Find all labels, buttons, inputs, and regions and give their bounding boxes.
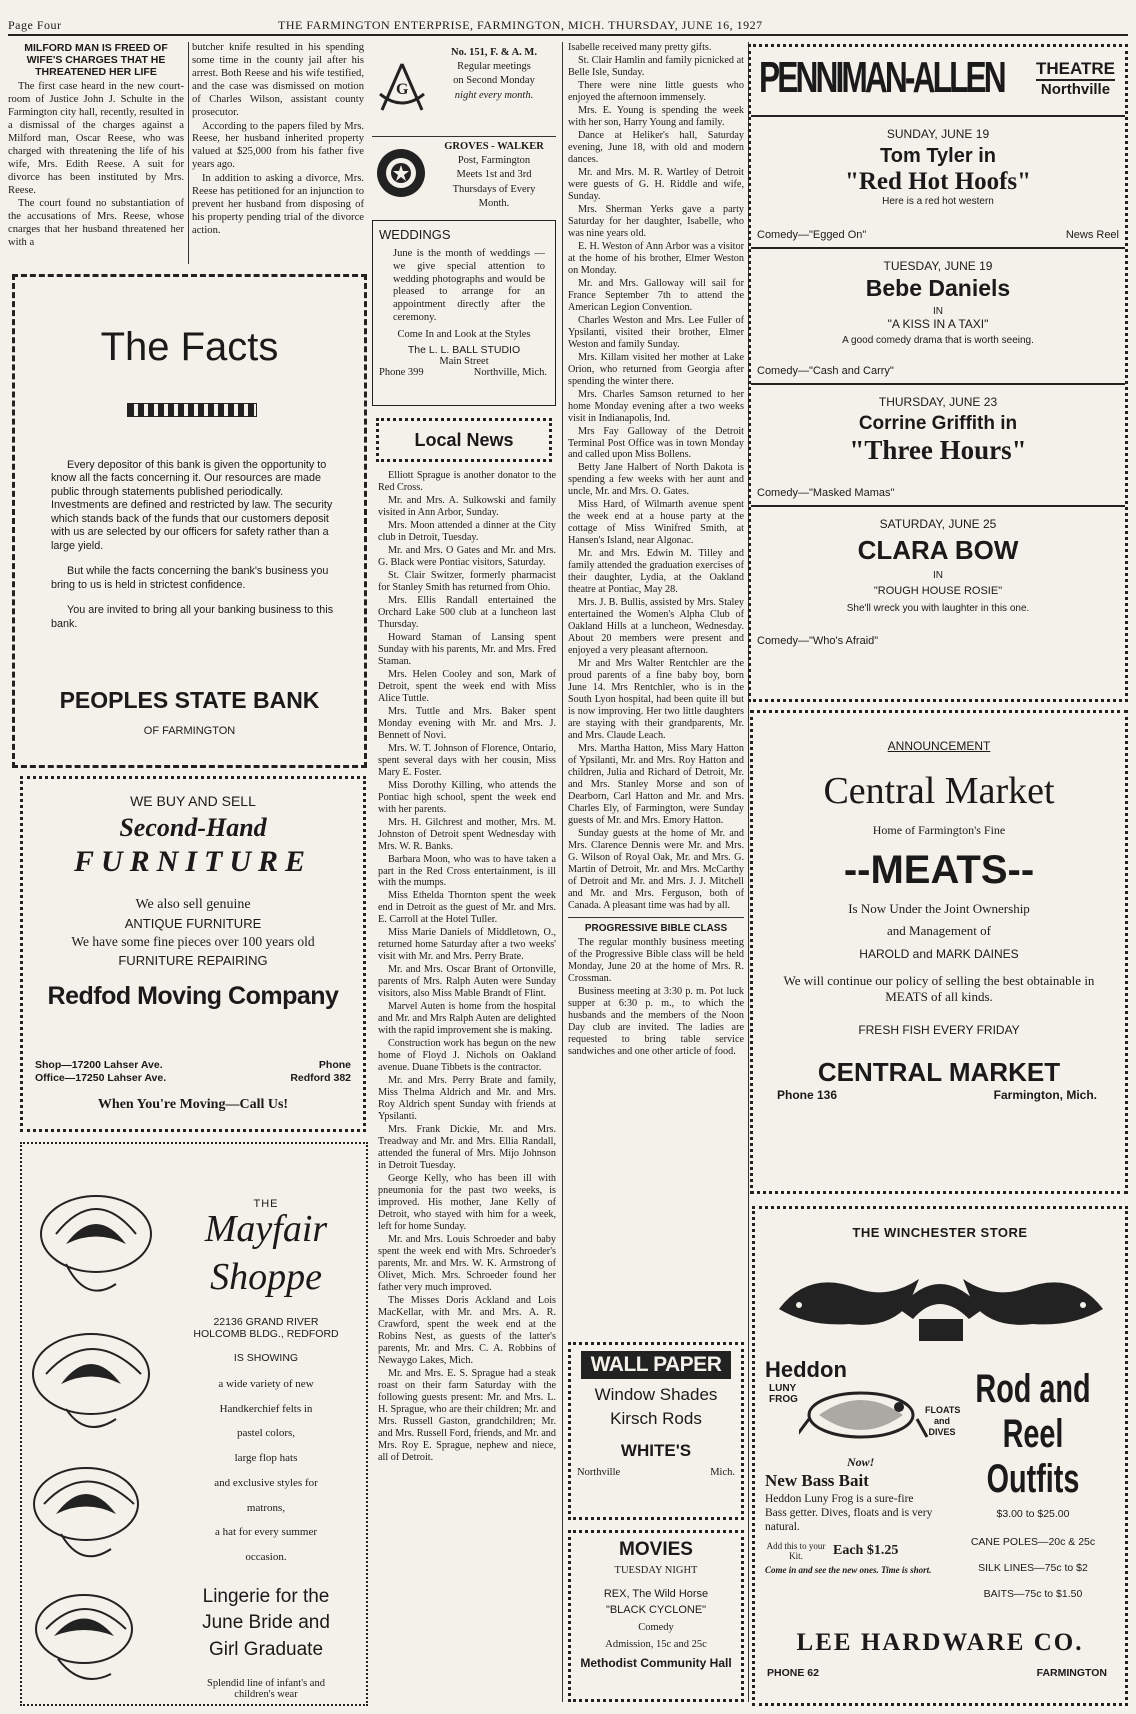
bank-sub: OF FARMINGTON: [143, 725, 236, 737]
milford-article-col2: [192, 42, 364, 239]
furniture-l1: WE BUY AND SELL: [130, 793, 256, 809]
bank-p1: Every depositor of this bank is given the opportunity to know all the facts concerning it. Our resources are made public through statements published periodically. Investments are defined and restricted by law. The security which stands back of the funds that our customers deposit with us are selected by our officers for safety rather than a large yield.: [51, 459, 333, 552]
local-news-item: Construction work has begun on the new home of Floyd J. Nichols on Oakland avenue. Duane Tibbets is the contractor.: [378, 1038, 556, 1074]
legion-emblem-icon: [374, 146, 428, 200]
social-column: [568, 42, 744, 1059]
bass-bait-desc: Heddon Luny Frog is a sure-fire Bass getter. Dives, floats and is very natural.: [765, 1493, 933, 1533]
local-news-item: Marvel Auten is home from the hospital and Mr. and Mrs Ralph Auten are delighted with the rapid improvement she is making.: [378, 1001, 556, 1037]
movies-l4: Admission, 15c and 25c: [605, 1639, 707, 1650]
market-home: Home of Farmington's Fine: [872, 823, 1006, 837]
social-item: Sunday guests at the home of Mr. and Mrs. Clarence Dennis were Mr. and Mrs. G. Wilson of Royal Oak, Mr. and Mrs. G. Martin of Detroit, Mr. and Mrs. McCarthy of Detroit and Mr. and Mrs. J. J. Mitchell and Mr. and Mrs. Ferguson, both of Canada. A pleasant time was had by all.: [568, 828, 744, 911]
movies-ad: [568, 1530, 744, 1702]
weddings-phone: Phone 399: [379, 366, 424, 378]
wallpaper-title: WALL PAPER: [581, 1351, 731, 1379]
frog-lure-icon: [799, 1375, 929, 1455]
ornament-bar: [127, 403, 257, 417]
hat-illustrations: [26, 1174, 176, 1694]
theatre-label: THEATRE: [1036, 59, 1115, 81]
local-news-item: Mr. and Mrs. Louis Schroeder and baby spent the week end with Mrs. Schroeder's parents, Mr. and Mrs. W. K. Armstrong of Olivet, Mich. Mrs. Schroeder found her father very much improved.: [378, 1234, 556, 1293]
market-announce: ANNOUNCEMENT: [887, 739, 991, 753]
masonic-notice: [372, 42, 556, 134]
rod-price: $3.00 to $25.00: [996, 1508, 1070, 1520]
furniture-phone-label: Phone: [318, 1059, 351, 1071]
local-news-item: Elliott Sprague is another donator to the Red Cross.: [378, 470, 556, 493]
market-l1: Is Now Under the Joint Ownership: [848, 901, 1030, 916]
film-date: SATURDAY, JUNE 25: [879, 517, 997, 531]
local-news-title: Local News: [414, 430, 514, 450]
film-comedy: Comedy—"Who's Afraid": [757, 635, 879, 647]
movies-title: MOVIES: [619, 1539, 693, 1560]
weddings-street: Main Street: [439, 355, 489, 367]
legion-notice: [372, 140, 556, 216]
local-news-item: Mrs. Frank Dickie, Mr. and Mrs. Treadway and Mr. and Mrs. Ellia Randall, attended the funeral of Mrs. Mijo Johnson in Detroit Tuesday.: [378, 1124, 556, 1172]
mayfair-ad: [20, 1142, 368, 1706]
mayfair-line: a wide variety of new: [218, 1377, 314, 1390]
film-listing: [751, 507, 1125, 657]
market-phone: Phone 136: [777, 1088, 838, 1102]
now-label: Now!: [847, 1455, 875, 1469]
market-name2: CENTRAL MARKET: [817, 1057, 1061, 1087]
weddings-ad: [372, 220, 556, 406]
lodge2-l2: Post, Farmington: [457, 155, 531, 167]
wallpaper-l1: Window Shades: [594, 1385, 718, 1404]
heddon-logo: Heddon: [765, 1357, 847, 1382]
furniture-l5: ANTIQUE FURNITURE: [124, 916, 262, 931]
bank-title: The Facts: [100, 325, 279, 369]
social-item: Mr. and Mrs. M. R. Wartley of Detroit were guests of G. H. Riddle and wife, Sunday.: [568, 166, 744, 202]
film-note: Here is a red hot western: [882, 196, 994, 207]
milford-p5: In addition to asking a divorce, Mrs. Reese has petitioned for an injunction to prevent her husband from disposing of his property pending trial of the divorce action.: [192, 173, 364, 236]
film-star: CLARA BOW: [857, 535, 1019, 565]
wallpaper-ad: [568, 1342, 744, 1520]
social-item: Mr. and Mrs. Galloway will sail for France September 7th to attend the American Legion Convention.: [568, 277, 744, 313]
social-item: Dance at Heliker's hall, Saturday evening, June 18, with old and modern dances.: [568, 129, 744, 165]
social-item: Mrs Fay Galloway of the Detroit Terminal Post Office was in town Monday and called upon Miss Bollens.: [568, 425, 744, 461]
bass-bait-title: New Bass Bait: [765, 1471, 869, 1490]
film-title: "Red Hot Hoofs": [844, 168, 1032, 195]
market-fish: FRESH FISH EVERY FRIDAY: [858, 1023, 1020, 1037]
mayfair-name2: Shoppe: [210, 1255, 322, 1298]
wallpaper-town: Northville: [577, 1467, 621, 1478]
film-listing: [751, 249, 1125, 385]
winchester-title: THE WINCHESTER STORE: [852, 1225, 1028, 1240]
film-extra: News Reel: [1065, 229, 1119, 241]
local-news-item: Mr. and Mrs. O Gates and Mr. and Mrs. G. Black were Pontiac visitors, Saturday.: [378, 544, 556, 568]
film-listing: [751, 117, 1125, 249]
local-news-item: Mr. and Mrs. Oscar Brant of Ortonville, parents of Mrs. Ralph Auten were Sunday visitors, also Miss Mable Brandt of Flint.: [378, 964, 556, 1000]
social-item: St. Clair Hamlin and family picnicked at Belle Isle, Sunday.: [568, 54, 744, 78]
film-comedy: Comedy—"Egged On": [757, 229, 867, 241]
lodge2-l3: Meets 1st and 3rd: [456, 169, 532, 181]
lee-phone: PHONE 62: [767, 1667, 819, 1679]
film-note: She'll wreck you with laughter in this one.: [846, 603, 1030, 614]
lee-city: FARMINGTON: [1036, 1667, 1107, 1679]
reel-label: Reel Outfits: [986, 1412, 1080, 1501]
milford-headline: MILFORD MAN IS FREED OF WIFE'S CHARGES THAT HE THREATENED HER LIFE: [24, 42, 168, 79]
mayfair-ling1: Lingerie for the: [202, 1585, 330, 1607]
social-item: Mrs. Sherman Yerks gave a party Saturday for her daughter, Isabelle, who was nine years old.: [568, 203, 744, 239]
weddings-come: Come In and Look at the Styles: [397, 328, 531, 340]
theatre-town: Northville: [1040, 81, 1111, 98]
weddings-studio: The L. L. BALL STUDIO: [407, 343, 521, 356]
furniture-office: Office—17250 Lahser Ave.: [35, 1071, 167, 1084]
market-l4: We will continue our policy of selling the best obtainable in MEATS of all kinds.: [783, 973, 1095, 1004]
milford-article-col1: [8, 42, 184, 251]
mayfair-line: Handkerchief felts in: [219, 1402, 313, 1415]
film-in: IN: [933, 306, 943, 317]
mayfair-addr2: HOLCOMB BLDG., REDFORD: [193, 1327, 339, 1340]
silk-lines: SILK LINES—75c to $2: [978, 1562, 1088, 1574]
weddings-body: June is the month of weddings — we give special attention to wedding photographs and would be pleased to arrange for an appointment directly after the ceremony.: [393, 248, 545, 323]
mayfair-name1: Mayfair: [204, 1208, 328, 1250]
page-header: [8, 12, 1128, 36]
weddings-title: WEDDINGS: [379, 227, 451, 242]
lodge2-l5: Month.: [478, 197, 510, 209]
milford-p3: butcher knife resulted in his spending some time in the county jail after his arrest. Both Reese and his wife testified, and the case was dismissed on motion of Charles Wilson, assistant county prosecutor.: [192, 42, 364, 118]
local-news-item: Mr. and Mrs. Perry Brate and family, Miss Thelma Aldrich and Mr. and Mrs. Roy Aldrich spent Sunday with friends at Ypsilanti.: [378, 1075, 556, 1123]
local-news-item: Mrs. W. T. Johnson of Florence, Ontario, spent several days with her cousin, Miss Mary E. Foster.: [378, 742, 556, 778]
local-news-item: Barbara Moon, who was to have taken a part in the Red Cross entertainment, is ill with the mumps.: [378, 853, 556, 889]
wallpaper-state: Mich.: [710, 1467, 735, 1478]
film-date: TUESDAY, JUNE 19: [883, 259, 993, 273]
film-listing: [751, 385, 1125, 507]
local-news-item: Miss Marie Daniels of Middletown, O., returned home Saturday after a two weeks' visit with Mr. and Mrs. Perry Brate.: [378, 927, 556, 963]
market-city: Farmington, Mich.: [993, 1088, 1097, 1102]
furniture-phone: Redford 382: [290, 1071, 351, 1084]
market-l3: HAROLD and MARK DAINES: [859, 947, 1019, 961]
social-item: Mr. and Mrs. Edwin M. Tilley and family attended the graduation exercises of their daughter, Lydia, at the Oakland theatre at Pontiac, May 28.: [568, 548, 744, 596]
film-in: IN: [933, 570, 943, 581]
lodge1-l3: on Second Monday: [453, 75, 535, 87]
local-news-item: Miss Dorothy Killing, who attends the Pontiac high school, spent the week end with her parents.: [378, 779, 556, 815]
masonic-emblem-icon: [374, 60, 430, 116]
market-name: Central Market: [823, 770, 1055, 812]
milford-p1: The first case heard in the new court-room of Justice John J. Schulte in the Farmington city hall, recently, resulted in a dismissal of the charges against a Milford man, Oscar Reese, who was charged with threatening the life of his wife, Mrs. Edith Reese. A suit for divorce has been instituted by Mrs. Reese.: [8, 81, 184, 196]
social-item: Mr and Mrs Walter Rentchler are the proud parents of a fine baby boy, born June 14. Mrs Rentchler, who is in the South Lyon hospital, had been quite ill but is now improving. Her two little daughters are staying with their grandparents, Mr. and Mrs. Claude Leach.: [568, 658, 744, 742]
local-news-item: Howard Staman of Lansing spent Sunday with his parents, Mr. and Mrs. Fred Staman.: [378, 631, 556, 667]
film-star: Tom Tyler in: [880, 145, 996, 167]
local-news-item: St. Clair Switzer, formerly pharmacist for Stanley Smith has returned from Ohio.: [378, 569, 556, 593]
mayfair-addr1: 22136 GRAND RIVER: [213, 1315, 319, 1328]
furniture-l7: FURNITURE REPAIRING: [118, 953, 268, 968]
social-item: Charles Weston and Mrs. Lee Fuller of Ypsilanti, visited their brother, Elmer Weston and family Sunday.: [568, 314, 744, 350]
film-date: SUNDAY, JUNE 19: [886, 127, 990, 141]
mayfair-footer: Splendid line of infant's and children's wear: [207, 1677, 325, 1700]
weddings-city: Northville, Mich.: [473, 366, 547, 378]
market-meats: --MEATS--: [843, 848, 1035, 892]
page-number: Page Four: [8, 18, 62, 32]
come-in-note: Come in and see the new ones. Time is short.: [765, 1565, 932, 1575]
film-title: "A KISS IN A TAXI": [887, 317, 989, 331]
film-title: "Three Hours": [849, 435, 1027, 465]
local-news-item: George Kelly, who has been ill with pneumonia for the past two weeks, is improved. His mother, Jane Kelly of Detroit, who stayed with him for a week, left for home Sunday.: [378, 1173, 556, 1233]
theatre-ad: [748, 44, 1128, 702]
local-news-item: The Misses Doris Ackland and Lois MacKellar, with Mr. and Mrs. A. R. Crawford, spent the week end at the Robins Nest, as guests of the latter's parents, Mr. and Mrs. C. A. Robbins of Newaygo Lakes, Mich.: [378, 1294, 556, 1366]
mayfair-line: large flop hats: [234, 1452, 298, 1465]
mayfair-line: a hat for every summer: [214, 1526, 317, 1539]
wallpaper-store: WHITE'S: [620, 1441, 692, 1460]
local-news-item: Mr. and Mrs. E. S. Sprague had a steak roast on their farm Saturday with the following guests present: Mr. and Mrs. L. H. Sprague, who are their children; Mr. and Mrs. Russell Gaston, grandchildren; Mr. and Mrs. Russell Ford, friends, and Mr. and Mrs. Roy E. Sprague, nephew and niece, all of Detroit.: [378, 1367, 556, 1463]
film-star: Bebe Daniels: [865, 275, 1011, 301]
movies-night: TUESDAY NIGHT: [614, 1565, 698, 1576]
milford-p4: According to the papers filed by Mrs. Reese, her husband inherited property valued at $25,000 from his father five years ago.: [192, 120, 364, 171]
film-note: A good comedy drama that is worth seeing.: [842, 335, 1034, 346]
winchester-ad: [752, 1206, 1128, 1706]
bible-class-p2: Business meeting at 3:30 p. m. Pot luck supper at 6:30 p. m., to which the husbands and the members of the Noon Day club are invited. The ladies are requested to bring table service sandwiches and one other article of food.: [568, 986, 744, 1058]
theatre-name: PENNIMAN-ALLEN: [759, 53, 1004, 102]
social-item: Betty Jane Halbert of North Dakota is spending a few weeks with her aunt and uncle, Mr. and Mrs. O. Gates.: [568, 462, 744, 498]
social-item: Mrs. J. B. Bullis, assisted by Mrs. Staley entertained the Women's Alpha Club of Oakland Hills at a luncheon, Wednesday. About 20 members were present and enjoyed a very pleasant afternoon.: [568, 597, 744, 657]
social-item: Miss Hard, of Wilmarth avenue spent the week end at a house party at the cottage of Miss Winifred Smith, at Hansen's Island, near Algonac.: [568, 499, 744, 547]
central-market-ad: [750, 710, 1128, 1194]
bank-p3: You are invited to bring all your banking business to this bank.: [51, 604, 334, 630]
social-item: Isabelle received many pretty gifts.: [568, 42, 712, 53]
mayfair-line: and exclusive styles for: [214, 1476, 318, 1489]
mayfair-ling2: June Bride and: [202, 1612, 330, 1634]
movies-l2: "BLACK CYCLONE": [605, 1604, 707, 1616]
bible-class-headline: PROGRESSIVE BIBLE CLASS: [584, 922, 728, 934]
mayfair-showing: IS SHOWING: [233, 1351, 299, 1364]
film-title: "ROUGH HOUSE ROSIE": [873, 585, 1003, 597]
baits: BAITS—75c to $1.50: [983, 1588, 1083, 1600]
lodge2-l4: Thursdays of Every: [452, 183, 536, 195]
furniture-shop: Shop—17200 Lahser Ave.: [35, 1059, 163, 1071]
furniture-company: Redfod Moving Company: [47, 982, 339, 1010]
add-to-kit: Add this to your Kit.: [766, 1541, 826, 1562]
rod-label: Rod and: [975, 1367, 1091, 1411]
each-price: Each $1.25: [833, 1543, 899, 1558]
local-news-item: Mrs. Tuttle and Mrs. Baker spent Monday evening with Mr. and Mrs. J. Bennett of Novi.: [378, 705, 556, 741]
lodge1-l4: night every month.: [454, 89, 534, 101]
film-comedy: Comedy—"Cash and Carry": [757, 365, 894, 377]
bank-ad: [12, 274, 367, 768]
market-l2: and Management of: [887, 923, 991, 938]
bank-name: PEOPLES STATE BANK: [59, 687, 320, 713]
social-item: Mrs. Charles Samson returned to her home Monday evening after a two weeks visit in Indianapolis, Ind.: [568, 388, 744, 424]
local-news-item: Mrs. Ellis Randall entertained the Orchard Lake 500 club at a luncheon last Thursday.: [378, 594, 556, 630]
local-news-item: Mrs. H. Gilchrest and mother, Mrs. M. Johnston of Detroit spent Wednesday with Mrs. W. R. Banks.: [378, 816, 556, 852]
lodge1-l1: No. 151, F. & A. M.: [451, 47, 537, 58]
furniture-ad: [20, 776, 366, 1132]
floats-label: FLOATS and DIVES: [925, 1405, 961, 1437]
mayfair-line: occasion.: [245, 1551, 287, 1564]
social-item: Mrs. Killam visited her mother at Lake Orion, who returned from Georgia after spending the winter there.: [568, 351, 744, 387]
local-news-item: Miss Ethelda Thornton spent the week end in Detroit as the guest of Mr. and Mrs. E. Carroll at the Hotel Tuller.: [378, 890, 556, 926]
cane-poles: CANE POLES—20c & 25c: [970, 1536, 1096, 1548]
mayfair-line: pastel colors,: [236, 1427, 296, 1440]
movies-l5: Methodist Community Hall: [580, 1656, 732, 1670]
bank-p2: But while the facts concerning the bank's business you bring to us is held in strictest confidence.: [51, 565, 329, 591]
movies-l3: Comedy: [638, 1622, 674, 1633]
fish-banner-icon: [769, 1249, 1113, 1349]
social-item: E. H. Weston of Ann Arbor was a visitor at the home of his brother, Elmer Weston on Monday.: [568, 240, 744, 276]
furniture-l2: Second-Hand: [119, 813, 267, 842]
lodge1-l2: Regular meetings: [457, 61, 531, 73]
social-item: Mrs. Martha Hatton, Miss Mary Hatton of Ypsilanti, Mr. and Mrs. Roy Hatton and children, Julia and Richard of Detroit, Mr. and Mrs. Stanley Morse and son of Dearborn, Carl Hatton and Mr. and Mrs. Charles Ely, of Farmington, were Sunday guests of Mr. and Mrs. Emory Hatton.: [568, 743, 744, 827]
local-news-item: Mr. and Mrs. A. Sulkowski and family visited in Ann Arbor, Sunday.: [378, 494, 556, 518]
social-item: There were nine little guests who enjoyed the afternoon immensely.: [568, 79, 744, 103]
furniture-slogan: When You're Moving—Call Us!: [97, 1097, 289, 1112]
lodge2-l1: GROVES - WALKER: [444, 141, 544, 152]
luny-frog-label: LUNY FROG: [769, 1383, 798, 1405]
mayfair-line: matrons,: [246, 1501, 286, 1514]
masthead: THE FARMINGTON ENTERPRISE, FARMINGTON, MICH. THURSDAY, JUNE 16, 1927: [278, 18, 763, 32]
mayfair-the: THE: [253, 1198, 279, 1210]
movies-l1: REX, The Wild Horse: [603, 1588, 709, 1600]
social-item: Mrs. E. Young is spending the week with her son, Harry Young and family.: [568, 104, 744, 128]
furniture-l6: We have some fine pieces over 100 years old: [71, 934, 315, 949]
mayfair-ling3: Girl Graduate: [208, 1638, 324, 1660]
furniture-l3: FURNITURE: [73, 845, 313, 878]
local-news-column: [378, 470, 556, 1465]
milford-p2: The court found no substantiation of the accusations of Mrs. Reese, whose cnarges that her husband threatened her with a: [8, 198, 184, 249]
lee-hardware: LEE HARDWARE CO.: [796, 1629, 1084, 1656]
local-news-item: Mrs. Helen Cooley and son, Mark of Detroit, spent the week end with Miss Alice Tuttle.: [378, 668, 556, 704]
wallpaper-l2: Kirsch Rods: [610, 1409, 702, 1428]
local-news-item: Mrs. Moon attended a dinner at the City club in Detroit, Tuesday.: [378, 519, 556, 543]
bible-class-p1: The regular monthly business meeting of the Progressive Bible class will be held Monday, June 20 at the home of Mrs. R. Crossman.: [568, 937, 744, 985]
film-comedy: Comedy—"Masked Mamas": [757, 487, 895, 499]
svg-text:G: G: [396, 81, 409, 98]
furniture-l4: We also sell genuine: [135, 897, 251, 912]
film-date: THURSDAY, JUNE 23: [878, 395, 998, 409]
local-news-banner: [376, 418, 552, 462]
film-star: Corrine Griffith in: [858, 413, 1018, 434]
